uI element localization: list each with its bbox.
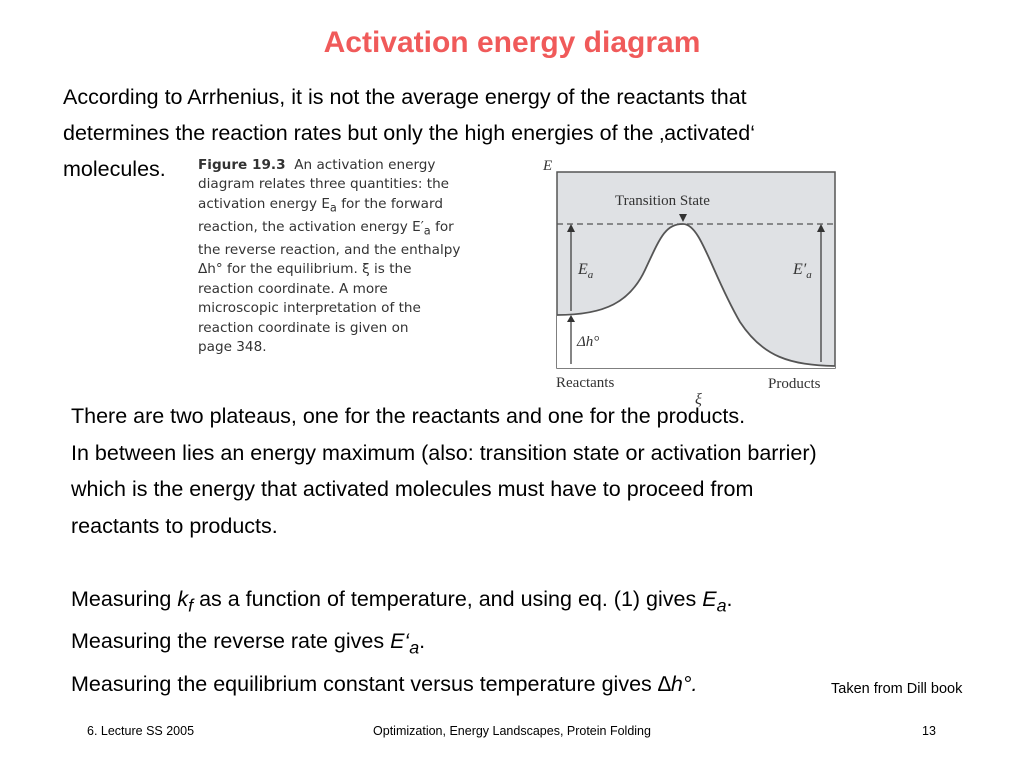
body-line-3: which is the energy that activated molecules must have to proceed from	[71, 477, 754, 501]
measure-line-3: Measuring the equilibrium constant versus temperature gives ∆h°.	[71, 672, 698, 697]
activation-energy-figure	[535, 152, 845, 412]
x-axis-label: ξ	[695, 391, 702, 408]
products-label: Products	[768, 376, 821, 392]
source-credit: Taken from Dill book	[831, 681, 963, 697]
caption-text-3b: for the forward	[341, 195, 443, 212]
caption-line-8: microscopic interpretation of the	[198, 300, 421, 317]
figure-caption	[198, 156, 498, 358]
slide-title: Activation energy diagram	[323, 26, 701, 59]
caption-line-5: the reverse reaction, and the enthalpy	[198, 242, 461, 259]
caption-line-3	[198, 195, 498, 218]
body-line-4: reactants to products.	[71, 513, 278, 538]
caption-sub-a: a	[329, 200, 337, 215]
dh-symbol: ∆h°.	[657, 672, 698, 697]
ea-prime-symbol: E‘	[390, 629, 410, 654]
intro-line-3: molecules.	[63, 157, 166, 181]
caption-line-2: diagram relates three quantities: the	[198, 176, 450, 193]
ea-prime-label: $E'_a$	[793, 261, 812, 281]
figure-label: Figure 19.3	[198, 157, 286, 173]
reactants-label: Reactants	[556, 375, 615, 391]
body-gap	[71, 544, 971, 581]
kf-symbol: k	[177, 586, 189, 611]
intro-line-1: According to Arrhenius, it is not the average energy of the reactants that	[63, 85, 747, 109]
body-line-1: There are two plateaus, one for the reactants and one for the products.	[71, 404, 746, 428]
caption-line-4	[198, 218, 498, 241]
caption-line-1	[198, 156, 498, 175]
body-paragraph	[71, 398, 971, 703]
intro-line-2: determines the reaction rates but only the high energies of the ‚activated‘	[63, 121, 755, 145]
footer-lecture: 6. Lecture SS 2005	[87, 724, 195, 738]
caption-text-1: An activation energy	[294, 157, 436, 173]
caption-text-3: activation energy E	[198, 195, 330, 212]
caption-text-4b: for	[435, 218, 454, 235]
caption-sub-a2: a	[423, 223, 431, 238]
caption-line-9: reaction coordinate is given on	[198, 319, 409, 336]
footer-page-number: 13	[922, 724, 936, 738]
caption-line-6: Δh° for the equilibrium. ξ is the	[198, 261, 412, 278]
ea-symbol: E	[702, 586, 717, 611]
body-line-2: In between lies an energy maximum (also: transition state or activation barrier)	[71, 440, 817, 465]
measure-line-2: Measuring the reverse rate gives $E‘_a$.	[71, 629, 426, 658]
transition-state-label: Transition State	[615, 193, 710, 209]
caption-line-10: page 348.	[198, 339, 267, 356]
caption-text-4: reaction, the activation energy E′	[198, 218, 424, 235]
footer-course-title: Optimization, Energy Landscapes, Protein Folding	[373, 724, 651, 738]
ea-label: $E_a$	[578, 261, 594, 281]
dh-label: Δh°	[577, 334, 600, 350]
caption-line-7: reaction coordinate. A more	[198, 280, 388, 297]
measure-line-1: Measuring $k_f$ as a function of temperature, and using eq. (1) gives $E_a$.	[71, 586, 733, 615]
y-axis-label: E	[543, 158, 553, 174]
